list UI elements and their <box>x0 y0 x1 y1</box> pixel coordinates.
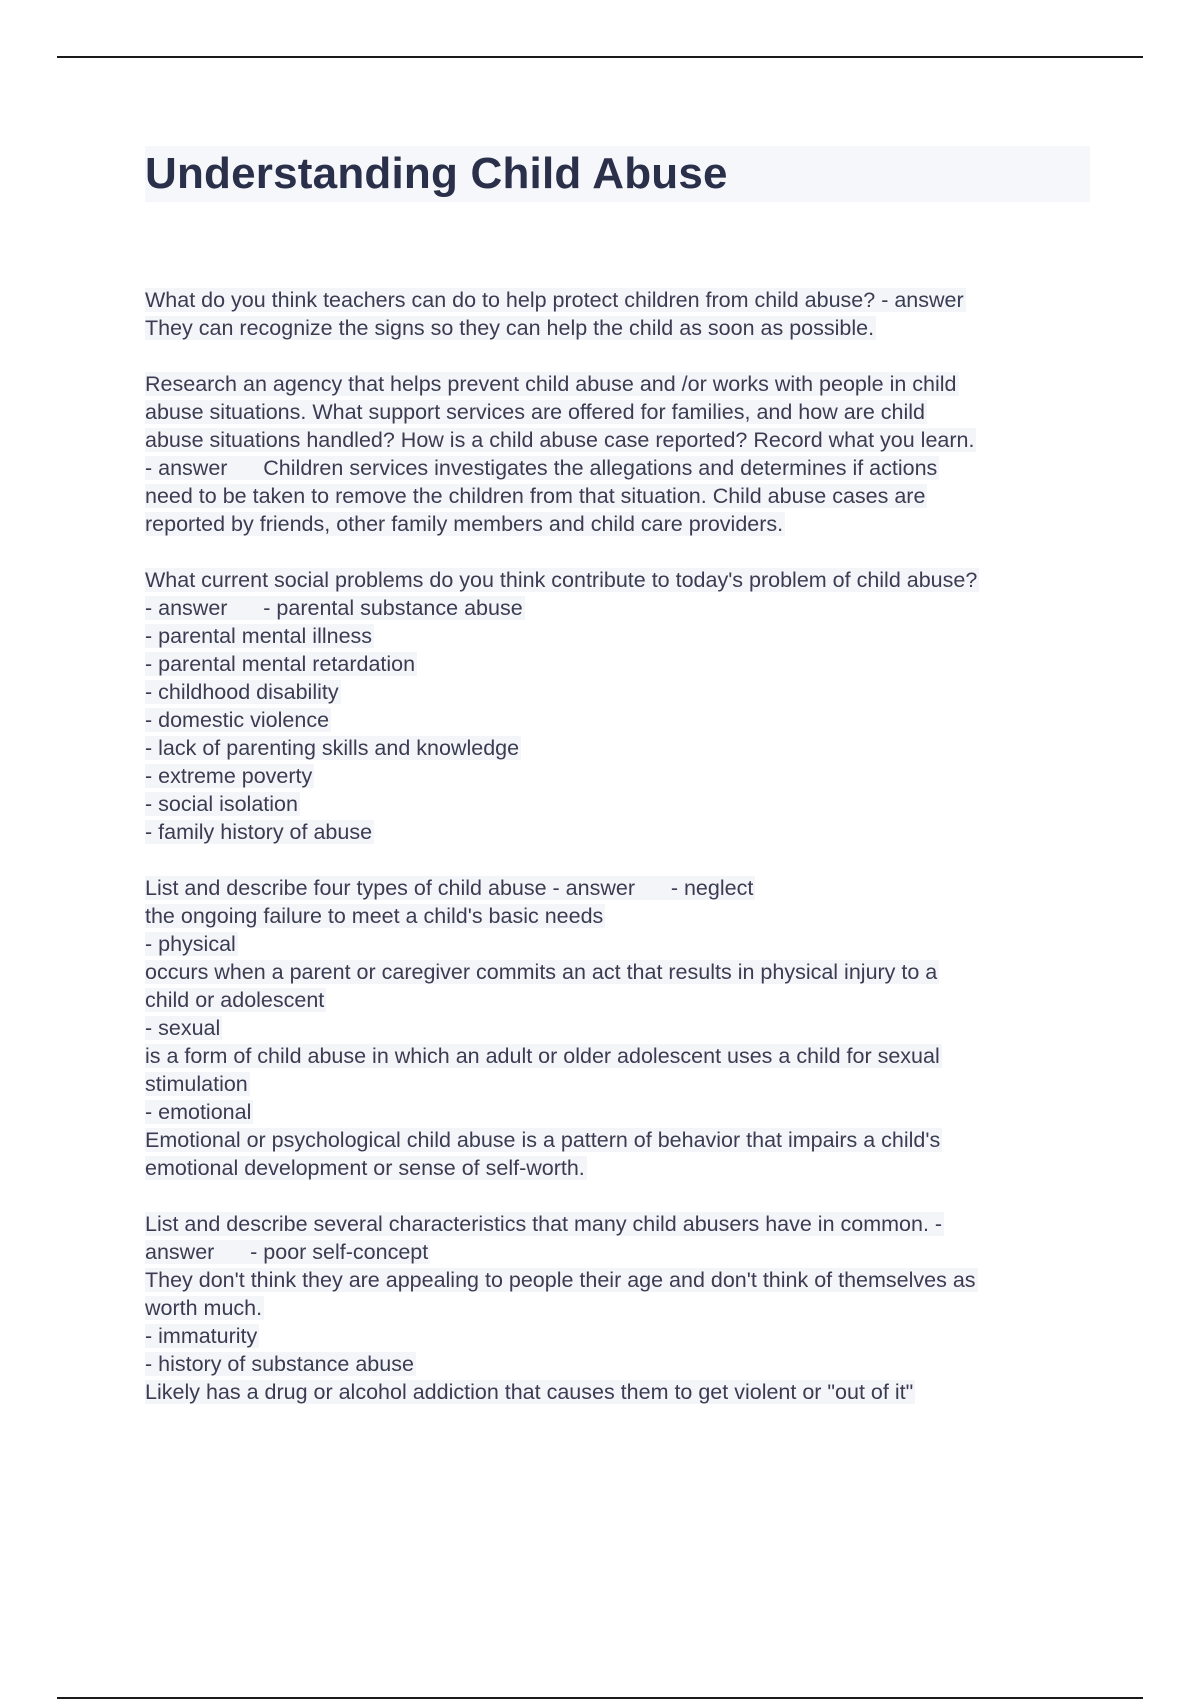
text-line: - immaturity <box>145 1324 258 1348</box>
text-line: - emotional <box>145 1100 252 1124</box>
text-line: Likely has a drug or alcohol addiction that causes them to get violent or "out of it" <box>145 1380 914 1404</box>
text-line: What current social problems do you think contribute to today's problem of child abuse? <box>145 568 978 592</box>
bottom-rule <box>57 1697 1143 1699</box>
title-block <box>145 146 1090 202</box>
qa-item <box>145 286 1090 342</box>
text-line: the ongoing failure to meet a child's basic needs <box>145 904 604 928</box>
top-rule <box>57 56 1143 58</box>
text-line: - family history of abuse <box>145 820 373 844</box>
qa-item <box>145 566 1090 846</box>
text-line: List and describe several characteristics that many child abusers have in common. - <box>145 1212 943 1236</box>
text-line: child or adolescent <box>145 988 325 1012</box>
text-line: - history of substance abuse <box>145 1352 414 1376</box>
text-line: Research an agency that helps prevent child abuse and /or works with people in child <box>145 372 957 396</box>
text-line: abuse situations handled? How is a child abuse case reported? Record what you learn. <box>145 428 975 452</box>
text-line: abuse situations. What support services are offered for families, and how are child <box>145 400 925 424</box>
text-line: worth much. <box>145 1296 263 1320</box>
page-title: Understanding Child Abuse <box>145 149 728 198</box>
text-line: - lack of parenting skills and knowledge <box>145 736 520 760</box>
qa-item <box>145 1210 1090 1406</box>
qa-item <box>145 370 1090 538</box>
text-line: - parental mental illness <box>145 624 373 648</box>
qa-item <box>145 874 1090 1182</box>
qa-list <box>145 286 1090 1406</box>
text-line: They can recognize the signs so they can help the child as soon as possible. <box>145 316 875 340</box>
text-line: - physical <box>145 932 236 956</box>
text-line: List and describe four types of child abuse - answer - neglect <box>145 876 754 900</box>
text-line: - sexual <box>145 1016 221 1040</box>
document-body <box>145 146 1090 1434</box>
text-line: is a form of child abuse in which an adult or older adolescent uses a child for sexual <box>145 1044 940 1068</box>
text-line: Emotional or psychological child abuse is a pattern of behavior that impairs a child's <box>145 1128 941 1152</box>
text-line: stimulation <box>145 1072 248 1096</box>
text-line: - extreme poverty <box>145 764 313 788</box>
text-line: answer - poor self-concept <box>145 1240 429 1264</box>
text-line: What do you think teachers can do to help protect children from child abuse? - answer <box>145 288 964 312</box>
text-line: - domestic violence <box>145 708 330 732</box>
text-line: They don't think they are appealing to people their age and don't think of themselves as <box>145 1268 976 1292</box>
text-line: - social isolation <box>145 792 298 816</box>
text-line: reported by friends, other family members and child care providers. <box>145 512 784 536</box>
text-line: emotional development or sense of self-worth. <box>145 1156 585 1180</box>
text-line: - answer Children services investigates the allegations and determines if actions <box>145 456 938 480</box>
text-line: - answer - parental substance abuse <box>145 596 523 620</box>
text-line: occurs when a parent or caregiver commits an act that results in physical injury to a <box>145 960 938 984</box>
text-line: - parental mental retardation <box>145 652 416 676</box>
text-line: need to be taken to remove the children from that situation. Child abuse cases are <box>145 484 926 508</box>
text-line: - childhood disability <box>145 680 339 704</box>
